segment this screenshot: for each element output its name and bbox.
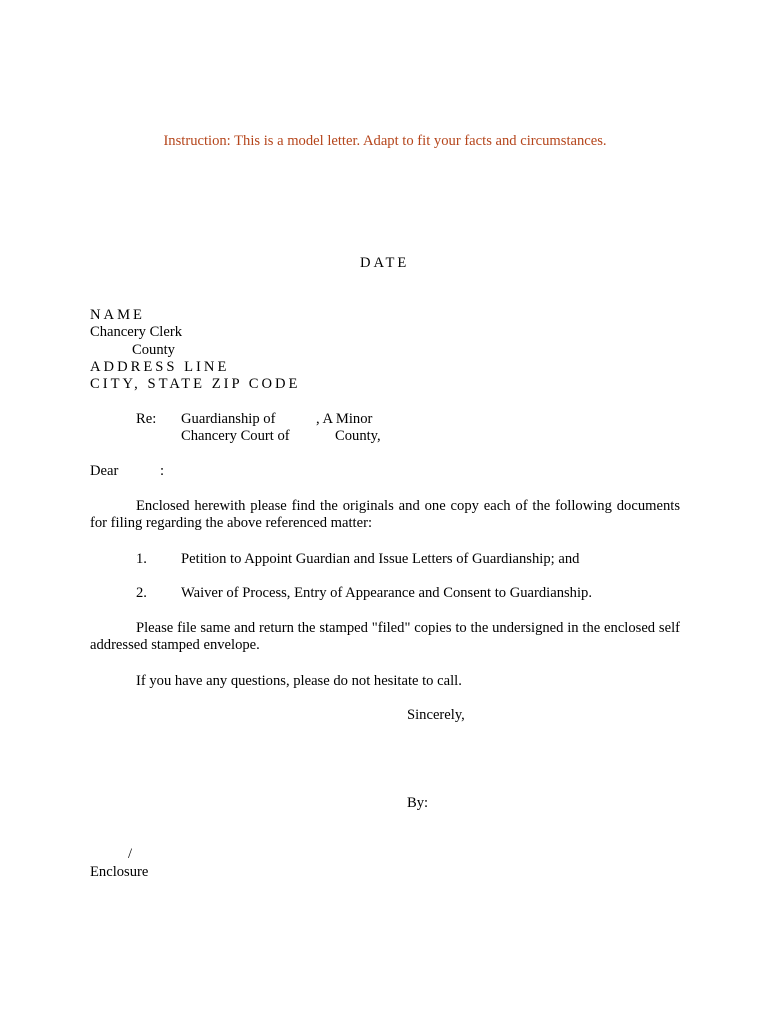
item-text: Petition to Appoint Guardian and Issue Letters of Guardianship; and — [181, 551, 580, 567]
item-number: 1. — [136, 551, 147, 567]
instruction-note: Instruction: This is a model letter. Adapt to fit your facts and circumstances. — [163, 133, 607, 149]
intro-paragraph: Enclosed herewith please find the originals and one copy each of the following documents for filing regarding the above referenced matter: — [90, 498, 680, 531]
sincerely: Sincerely, — [407, 707, 465, 723]
recipient-title: Chancery Clerk — [90, 324, 182, 340]
re-county: County, — [335, 428, 381, 444]
re-minor: , A Minor — [316, 411, 373, 427]
recipient-city-state-zip: CITY, STATE ZIP CODE — [90, 376, 301, 392]
salutation-colon: : — [160, 463, 165, 479]
enclosure-label: Enclosure — [90, 864, 149, 880]
re-guardianship: Guardianship of — [181, 411, 276, 427]
initials-slash: / — [128, 846, 133, 862]
closing-paragraph: If you have any questions, please do not hesitate to call. — [136, 673, 462, 689]
recipient-county: County — [132, 342, 175, 358]
salutation-dear: Dear — [90, 463, 119, 479]
recipient-name: NAME — [90, 307, 145, 323]
item-text: Waiver of Process, Entry of Appearance and Consent to Guardianship. — [181, 585, 592, 601]
date-placeholder: DATE — [360, 255, 410, 271]
re-label: Re: — [136, 411, 157, 427]
item-number: 2. — [136, 585, 147, 601]
signature-by: By: — [407, 795, 429, 811]
request-paragraph: Please file same and return the stamped "filed" copies to the undersigned in the enclosed self addressed stamped envelope. — [90, 620, 680, 653]
re-court: Chancery Court of — [181, 428, 290, 444]
recipient-address: ADDRESS LINE — [90, 359, 230, 375]
